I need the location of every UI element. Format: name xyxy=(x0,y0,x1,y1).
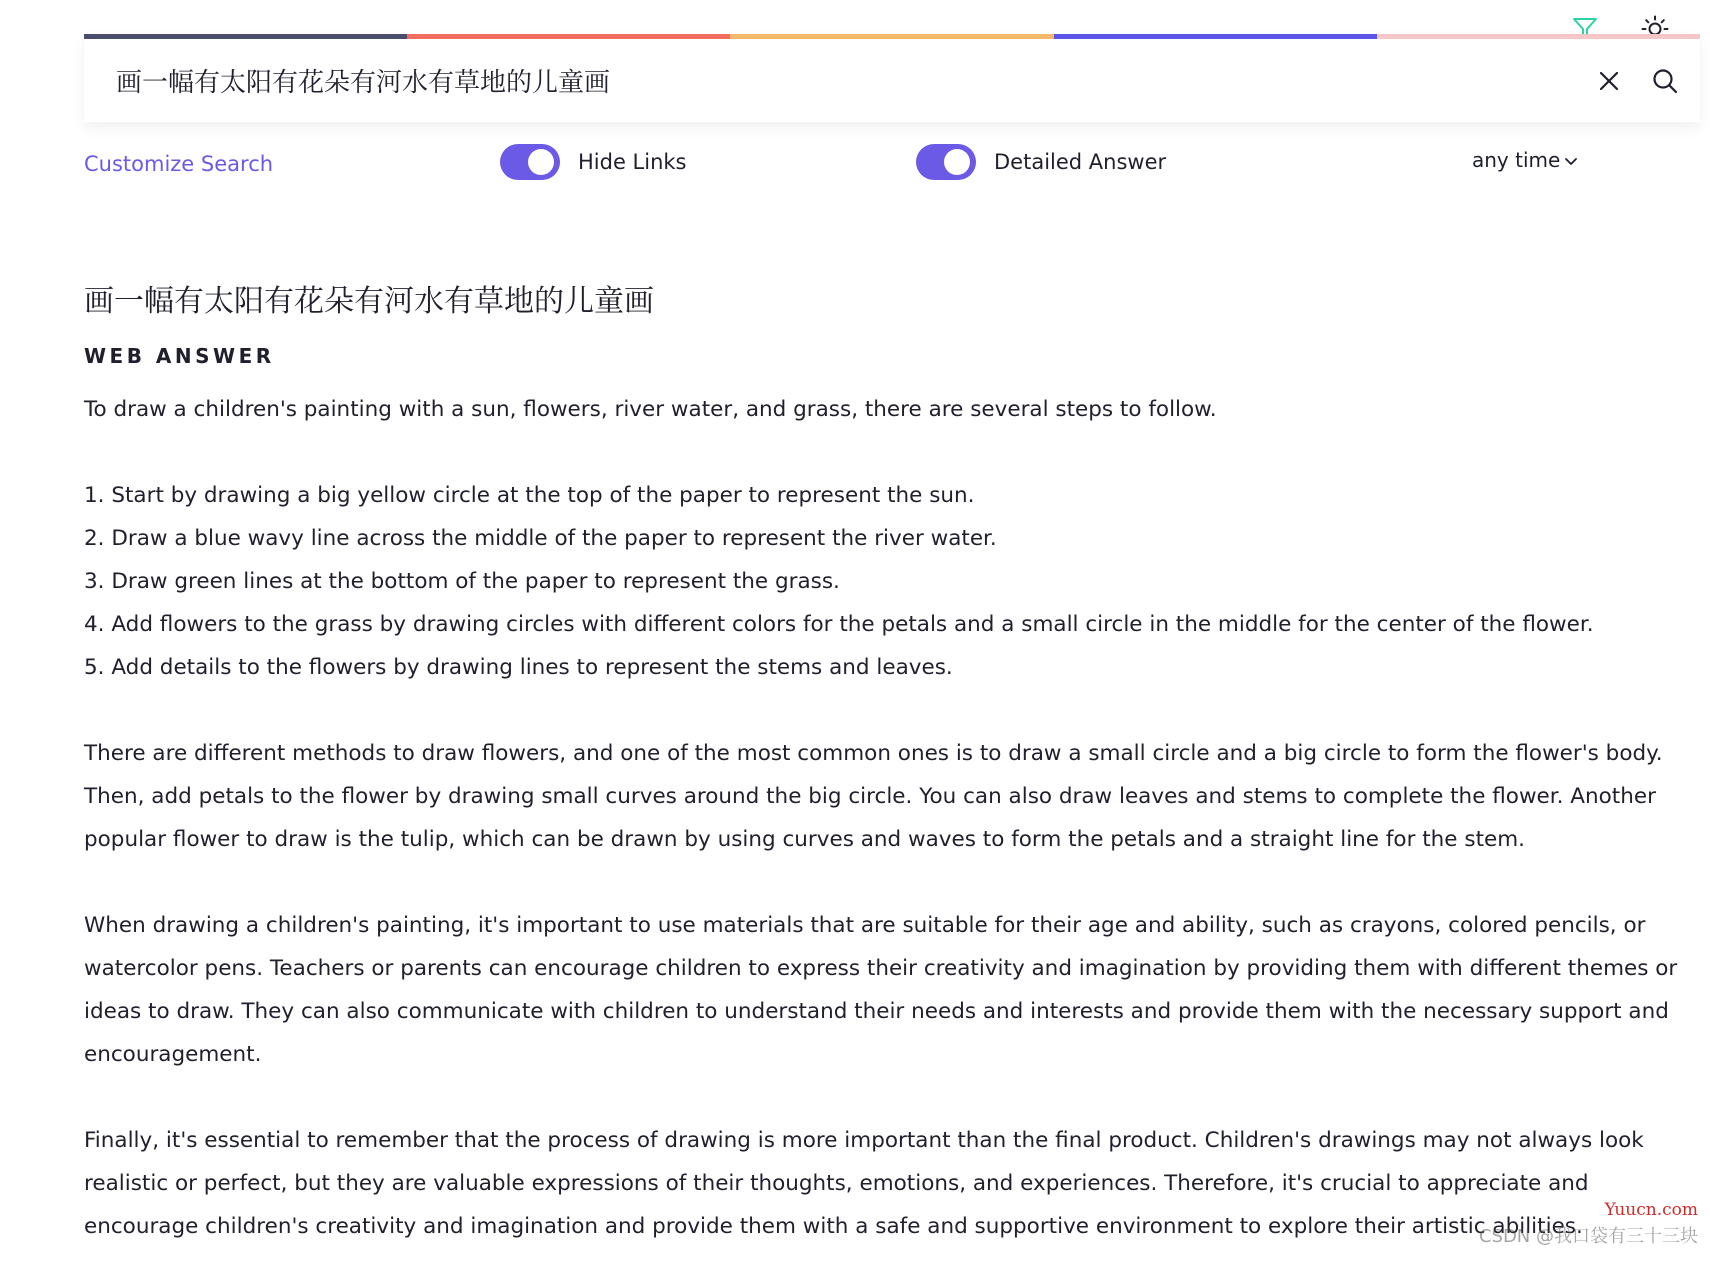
color-bar-segment xyxy=(407,34,730,39)
answer-heading: 画一幅有太阳有花朵有河水有草地的儿童画 xyxy=(84,284,654,319)
watermark xyxy=(1479,1200,1698,1248)
color-bar-segment xyxy=(1054,34,1377,39)
hide-links-toggle[interactable] xyxy=(500,144,560,180)
search-options xyxy=(84,144,1584,184)
color-bar-segment xyxy=(1377,34,1700,39)
answer-step: 1. Start by drawing a big yellow circle at the top of the paper to represent the sun. xyxy=(84,483,975,508)
hide-links-label: Hide Links xyxy=(578,150,687,174)
toggle-knob xyxy=(528,149,554,175)
chevron-down-icon xyxy=(1564,148,1578,172)
time-filter-dropdown[interactable] xyxy=(1472,148,1578,172)
watermark-csdn: CSDN @我口袋有三十三块 xyxy=(1478,1226,1698,1247)
search-card xyxy=(84,34,1700,122)
color-bar-segment xyxy=(84,34,407,39)
answer-panel xyxy=(84,276,1700,1248)
color-bar-segment xyxy=(730,34,1053,39)
section-label: WEB ANSWER xyxy=(84,344,275,368)
answer-intro: To draw a children's painting with a sun, flowers, river water, and grass, there are several steps to follow. xyxy=(84,397,1217,422)
color-bar xyxy=(84,34,1700,39)
watermark-brand: Yuucn.com xyxy=(1604,1200,1698,1220)
time-filter-value: any time xyxy=(1472,148,1561,172)
search-row xyxy=(84,39,1700,122)
answer-paragraph: Finally, it's essential to remember that the process of drawing is more important than the final product. Children's drawings may not always look realistic or perfect, but they are valuable expressions of their thoughts, emotions, and experiences. Therefore, it's crucial to appreciate and encourage children's creativity and imagination and provide them with a safe and supportive environment to explore their artistic abilities. xyxy=(84,1128,1644,1239)
answer-body xyxy=(84,388,1700,1248)
detailed-answer-label: Detailed Answer xyxy=(994,150,1167,174)
answer-paragraph: There are different methods to draw flowers, and one of the most common ones is to draw a small circle and a big circle to form the flower's body. Then, add petals to the flower by drawing small curves around the big circle. You can also draw leaves and stems to complete the flower. Another popular flower to draw is the tulip, which can be drawn by using curves and waves to form the petals and a straight line for the stem. xyxy=(84,741,1663,852)
search-icon[interactable] xyxy=(1650,66,1680,96)
customize-search-link[interactable]: Customize Search xyxy=(84,152,274,176)
detailed-answer-option xyxy=(916,144,1166,180)
answer-paragraph: When drawing a children's painting, it's important to use materials that are suitable for their age and ability, such as crayons, colored pencils, or watercolor pens. Teachers or parents can encourage children to express their creativity and imagination by providing them with different themes or ideas to draw. They can also communicate with children to understand their needs and interests and provide them with the necessary support and encouragement. xyxy=(84,913,1678,1067)
search-input[interactable] xyxy=(116,61,1594,101)
hide-links-option xyxy=(500,144,687,180)
answer-step: 3. Draw green lines at the bottom of the paper to represent the grass. xyxy=(84,569,840,594)
answer-step: 4. Add flowers to the grass by drawing circles with different colors for the petals and a small circle in the middle for the center of the flower. xyxy=(84,612,1594,637)
detailed-answer-toggle[interactable] xyxy=(916,144,976,180)
close-icon[interactable] xyxy=(1594,66,1624,96)
toggle-knob xyxy=(944,149,970,175)
answer-step: 5. Add details to the flowers by drawing lines to represent the stems and leaves. xyxy=(84,655,953,680)
search-actions xyxy=(1594,66,1680,96)
answer-step: 2. Draw a blue wavy line across the middle of the paper to represent the river water. xyxy=(84,526,997,551)
